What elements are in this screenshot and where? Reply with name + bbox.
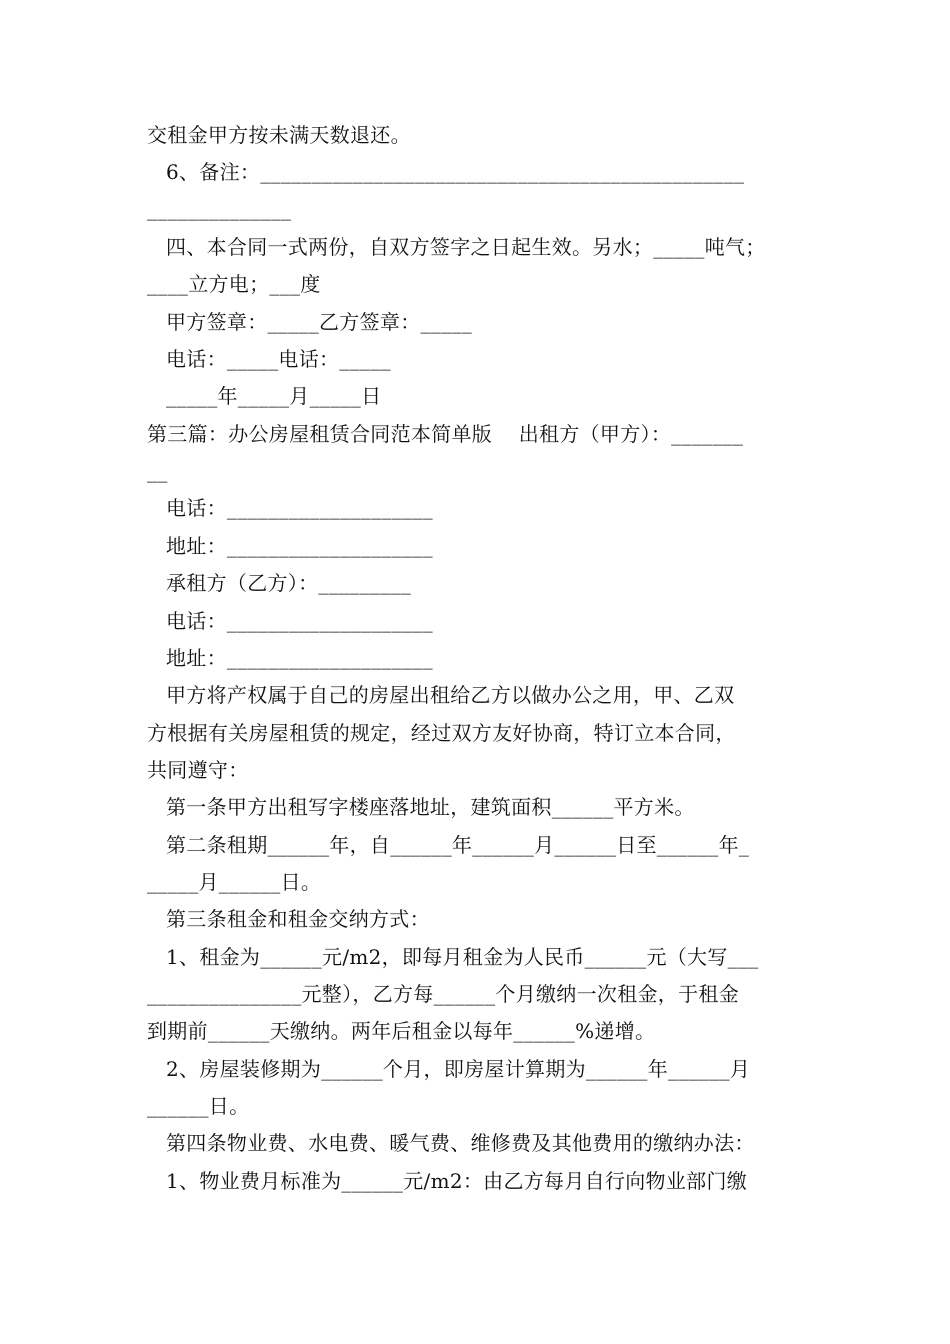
text-line: 电话：____________________: [166, 609, 433, 633]
text-line: 1、物业费月标准为______元/m2：由乙方每月自行向物业部门缴: [166, 1169, 748, 1193]
text-line: 共同遵守：: [147, 758, 249, 782]
text-line: _____年_____月_____日: [166, 384, 382, 408]
text-line: ____立方电；___度: [147, 272, 321, 296]
text-line: 承租方（乙方）：_________: [166, 571, 412, 595]
text-line: 到期前______天缴纳。两年后租金以每年______%递增。: [147, 1019, 656, 1043]
text-line: 第一条甲方出租写字楼座落地址，建筑面积______平方米。: [166, 795, 695, 819]
text-line: 第四条物业费、水电费、暖气费、维修费及其他费用的缴纳办法：: [166, 1131, 755, 1155]
text-line: 甲方将产权属于自己的房屋出租给乙方以做办公之用，甲、乙双: [166, 683, 735, 707]
text-line: ______日。: [147, 1094, 250, 1118]
text-line: 地址：____________________: [166, 646, 433, 670]
text-line: 6、备注：_______________________________________________: [166, 160, 745, 184]
text-line: 交租金甲方按未满天数退还。: [147, 123, 411, 147]
text-line: 第三条租金和租金交纳方式：: [166, 907, 430, 931]
text-line: 1、租金为______元/m2，即每月租金为人民币______元（大写___: [166, 945, 759, 969]
text-line: 方根据有关房屋租赁的规定，经过双方友好协商，特订立本合同，: [147, 721, 736, 745]
text-line: 2、房屋装修期为______个月，即房屋计算期为______年______月: [166, 1057, 751, 1081]
text-line: _______________元整），乙方每______个月缴纳一次租金，于租金: [147, 982, 739, 1006]
text-line: 电话：____________________: [166, 496, 433, 520]
text-line: 电话：_____电话：_____: [166, 347, 391, 371]
section-heading: 第三篇：办公房屋租赁合同范本简单版 出租方（甲方）：_______: [147, 422, 744, 446]
text-line: 甲方签章：_____乙方签章：_____: [166, 310, 472, 334]
text-line: ______________: [147, 197, 292, 221]
text-line: _____月______日。: [147, 870, 322, 894]
text-line: 地址：____________________: [166, 534, 433, 558]
text-line: 第二条租期______年，自______年______月______日至______年_: [166, 833, 750, 857]
text-line: __: [147, 459, 168, 483]
text-line: 四、本合同一式两份，自双方签字之日起生效。另水；_____吨气；: [166, 235, 766, 259]
